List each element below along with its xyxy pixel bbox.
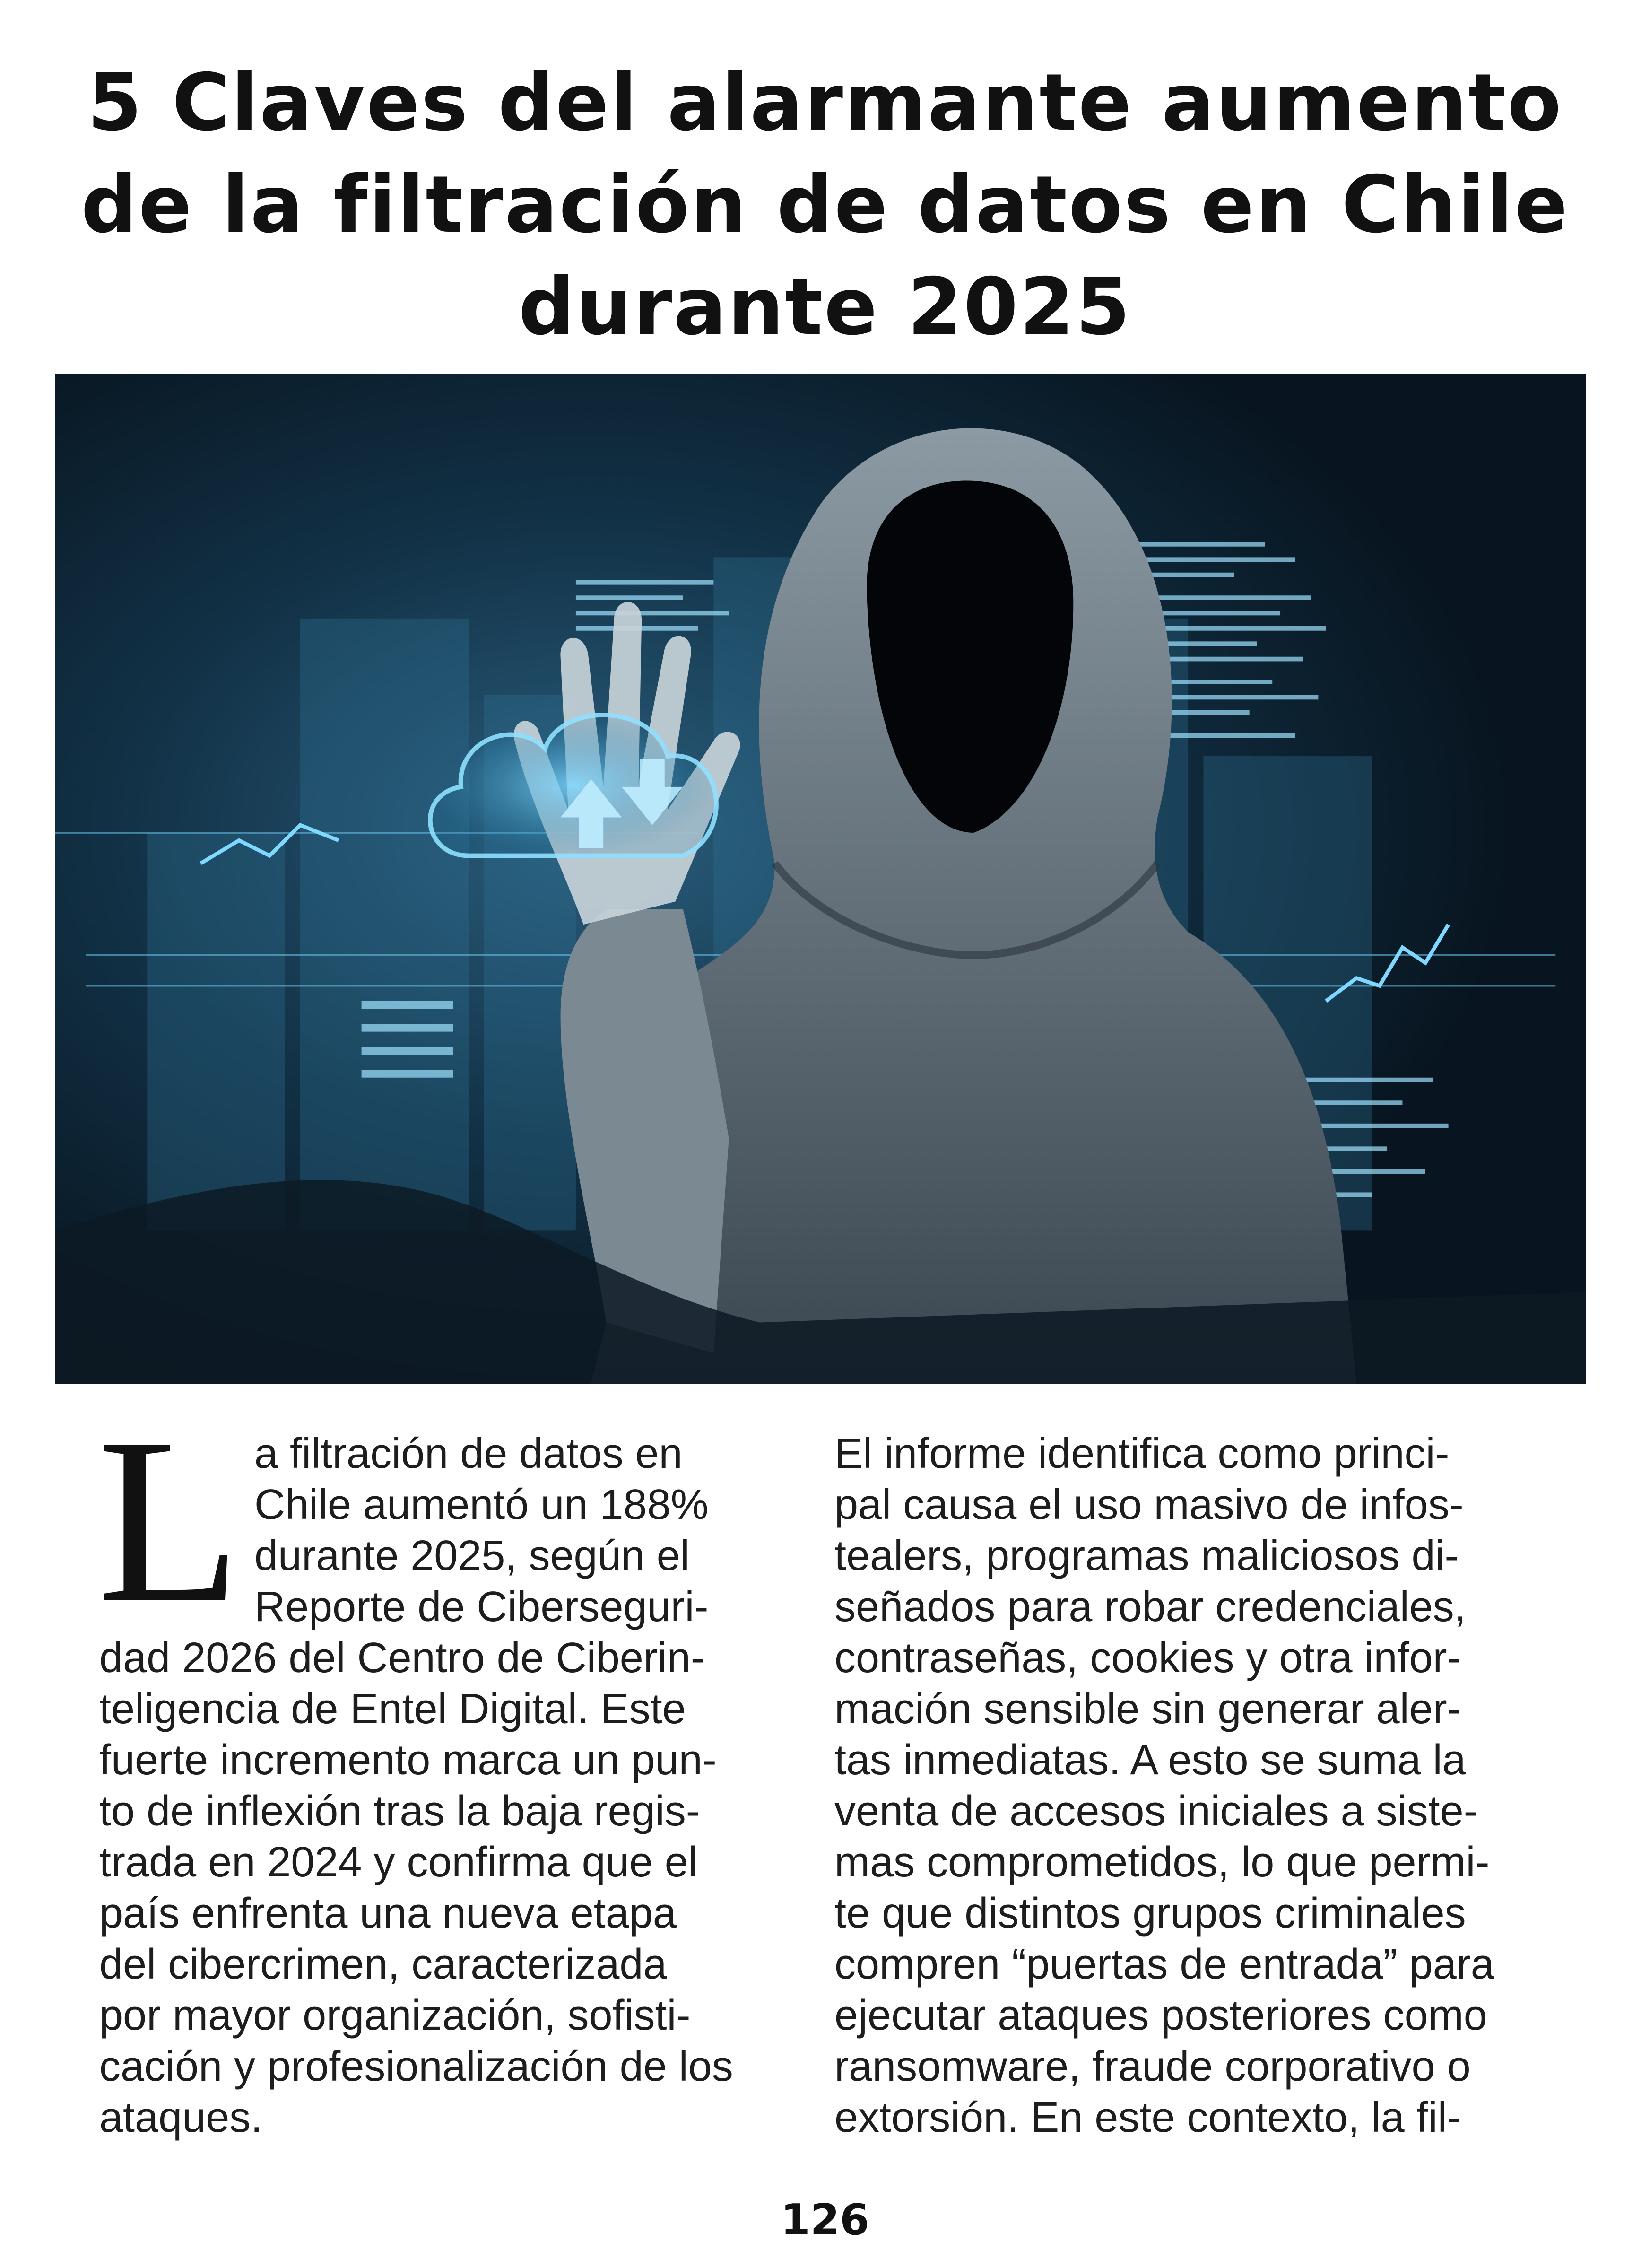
title-line: durante 2025: [518, 262, 1132, 353]
text-line: a filtración de datos en: [254, 1430, 683, 1477]
page-number: 126: [781, 2195, 869, 2245]
text-line: mación sensible sin generar aler-: [834, 1685, 1461, 1733]
text-line: ataques.: [99, 2094, 263, 2141]
hooded-hacker-illustration: [55, 374, 1586, 1384]
text-line: cación y profesionalización de los: [99, 2043, 733, 2090]
text-line: fuerte incremento marca un pun-: [99, 1736, 717, 1784]
text-line: contraseñas, cookies y otra infor-: [834, 1634, 1461, 1682]
text-line: ejecutar ataques posteriores como: [834, 1992, 1487, 2039]
text-line: te que distintos grupos criminales: [834, 1890, 1466, 1937]
text-line: dad 2026 del Centro de Ciberin-: [99, 1634, 705, 1682]
text-line: trada en 2024 y confirma que el: [99, 1839, 698, 1886]
text-line: to de inflexión tras la baja regis-: [99, 1788, 700, 1835]
text-line: ransomware, fraude corporativo o: [834, 2043, 1471, 2090]
title-line: 5 Claves del alarmante aumento: [87, 57, 1563, 148]
text-line: tas inmediatas. A esto se suma la: [834, 1736, 1466, 1784]
text-line: Chile aumentó un 188%: [254, 1481, 709, 1528]
article-column-right: [834, 1428, 1544, 2143]
article-title: [47, 52, 1603, 358]
title-line: de la filtración de datos en Chile: [81, 159, 1569, 251]
text-line: compren “puertas de entrada” para: [834, 1941, 1494, 1988]
drop-cap: L: [97, 1389, 242, 1651]
text-line: del cibercrimen, caracterizada: [99, 1941, 667, 1988]
text-line: tealers, programas maliciosos di-: [834, 1532, 1459, 1579]
text-line: El informe identifica como princi-: [834, 1430, 1450, 1477]
text-line: señados para robar credenciales,: [834, 1583, 1466, 1631]
text-line: Reporte de Ciberseguri-: [254, 1583, 709, 1631]
text-line: pal causa el uso masivo de infos-: [834, 1481, 1464, 1528]
article-column-left: [99, 1428, 808, 2143]
text-line: mas comprometidos, lo que permi-: [834, 1839, 1490, 1886]
hero-image: [55, 374, 1586, 1384]
text-line: venta de accesos iniciales a siste-: [834, 1788, 1478, 1835]
text-line: durante 2025, según el: [254, 1532, 690, 1579]
text-line: extorsión. En este contexto, la fil-: [834, 2094, 1461, 2141]
text-line: teligencia de Entel Digital. Este: [99, 1685, 686, 1733]
text-line: país enfrenta una nueva etapa: [99, 1890, 677, 1937]
text-line: por mayor organización, sofisti-: [99, 1992, 691, 2039]
